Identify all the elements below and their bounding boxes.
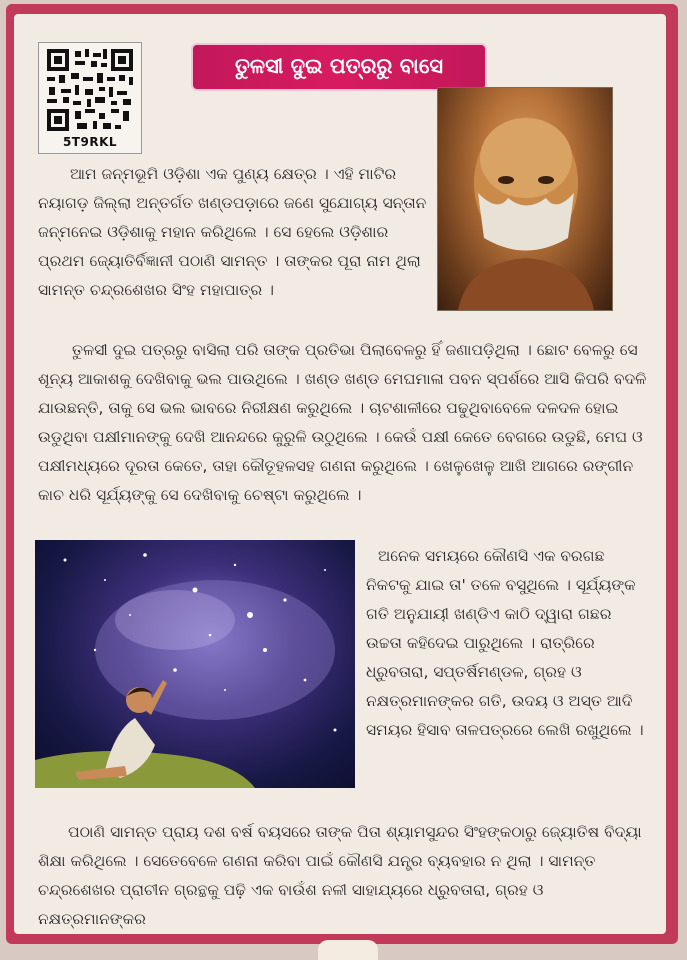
paragraph-4: ପଠାଣି ସାମନ୍ତ ପ୍ରାୟ ଦଶ ବର୍ଷ ବୟସରେ ତାଙ୍କ ପିତା ଶ୍ୟାମସୁନ୍ଦର ସିଂହଙ୍କଠାରୁ ଜ୍ୟୋତିଷ ବିଦ୍ୟା ଶିକ୍ଷା କରିଥିଲେ । ସେତେବେଳେ ଗଣନା କରିବା ପାଇଁ କୌଣସି ଯନ୍ତ୍ର ବ୍ୟବହାର ନ ଥିଲା । ସାମନ୍ତ ଚନ୍ଦ୍ରଶେଖର ପ୍ରାଚୀନ ଗ୍ରନ୍ଥକୁ ପଢ଼ି ଏକ ବାଉଁଶ ନଳୀ ସାହାଯ୍ୟରେ ଧ୍ରୁବତାରା, ଗ୍ରହ ଓ ନକ୍ଷତ୍ରମାନଙ୍କର — [38, 823, 642, 928]
paragraph-3: ଅନେକ ସମୟରେ କୌଣସି ଏକ ବରଗଛ ନିକଟକୁ ଯାଇ ତା' ତଳେ ବସୁଥିଲେ । ସୂର୍ଯ୍ୟଙ୍କ ଗତି ଅନୁଯାୟୀ ଖଣ୍ଡିଏ କାଠି ଦ୍ୱାରା ଗଛର ଉଚ୍ଚତା କହିଦେଇ ପାରୁଥିଲେ । ରାତ୍ରିରେ ଧ୍ରୁବତାରା, ସପ୍ତର୍ଷିମଣ୍ଡଳ, ଗ୍ରହ ଓ ନକ୍ଷତ୍ରମାନଙ୍କର ଗତି, ଉଦୟ ଓ ଅସ୍ତ ଆଦି ସମୟର ହିସାବ ତାଳପତ୍ରରେ ଲେଖି ରଖୁଥିଲେ । — [366, 547, 644, 739]
portrait-photo — [438, 88, 612, 310]
boy-stargazing-illustration — [35, 540, 355, 788]
qr-code-icon — [45, 47, 135, 133]
qr-code[interactable] — [38, 42, 142, 154]
paragraph-1: ଆମ ଜନ୍ମଭୂମି ଓଡ଼ିଶା ଏକ ପୁଣ୍ୟ କ୍ଷେତ୍ର । ଏହି ମାଟିର ନୟାଗଡ଼ ଜିଲ୍ଲା ଅନ୍ତର୍ଗତ ଖଣ୍ଡପଡ଼ାରେ ଜଣେ ସୁଯୋଗ୍ୟ ସନ୍ତାନ ଜନ୍ମନେଇ ଓଡ଼ିଶାକୁ ମହାନ କରିଥିଲେ । ସେ ହେଲେ ଓଡ଼ିଶାର ପ୍ରଥମ ଜ୍ୟୋତିର୍ବିଜ୍ଞାନୀ ପଠାଣି ସାମନ୍ତ । ତାଙ୍କର ପୂରା ନାମ ଥିଲା ସାମନ୍ତ ଚନ୍ଦ୍ରଶେଖର ସିଂହ ମହାପାତ୍ର । — [38, 165, 427, 299]
page-title: ତୁଳସୀ ଦୁଇ ପତ୍ରରୁ ବାସେ — [234, 54, 444, 78]
paragraph-2: ତୁଳସୀ ଦୁଇ ପତ୍ରରୁ ବାସିଲା ପରି ତାଙ୍କ ପ୍ରତିଭା ପିଲାବେଳରୁ ହିଁ ଜଣାପଡ଼ିଥିଲା । ଛୋଟ ବେଳରୁ ସେ ଶୂନ୍ୟ ଆକାଶକୁ ଦେଖିବାକୁ ଭଲ ପାଉଥିଲେ । ଖଣ୍ଡ ଖଣ୍ଡ ମେଘମାଳା ପବନ ସ୍ପର୍ଶରେ ଆସି କିପରି ବଦଳି ଯାଉଛନ୍ତି, ତାକୁ ସେ ଭଲ ଭାବରେ ନିରୀକ୍ଷଣ କରୁଥିଲେ । ଚାଟଶାଳୀରେ ପଢୁଥିବାବେଳେ ଦଳଦଳ ହୋଇ ଉଡୁଥିବା ପକ୍ଷୀମାନଙ୍କୁ ଦେଖି ଆନନ୍ଦରେ କୁରୁଳି ଉଠୁଥିଲେ । କେଉଁ ପକ୍ଷୀ କେତେ ବେଗରେ ଉଡୁଛି, ମେଘ ଓ ପକ୍ଷୀମଧ୍ୟରେ ଦୂରତା କେତେ, ତାହା କୌତୂହଳସହ ଗଣନା କରୁଥିଲେ । ଖେଳୁଖେଳୁ ଆଖି ଆଗରେ ରଙ୍ଗୀନ କାଚ ଧରି ସୂର୍ଯ୍ୟଙ୍କୁ ସେ ଦେଖିବାକୁ ଚେଷ୍ଟା କରୁଥିଲେ । — [38, 341, 647, 504]
page-number-tab — [318, 940, 378, 960]
qr-code-label: 5T9RKL — [62, 135, 118, 149]
title-banner — [193, 45, 485, 89]
